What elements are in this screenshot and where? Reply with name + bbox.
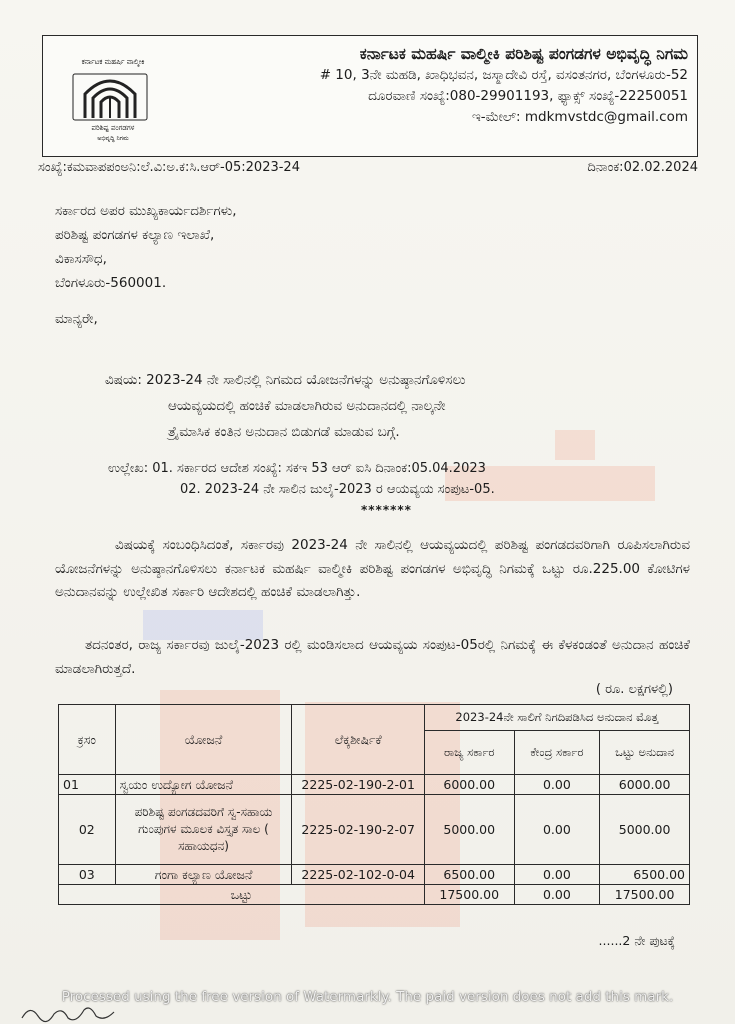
header-sl: ಕ್ರಸಂ <box>59 705 116 775</box>
header-total: ಒಟ್ಟು ಅನುದಾನ <box>600 731 690 775</box>
table-row <box>59 795 690 865</box>
separator: ******* <box>361 503 412 517</box>
subject-line: ವಿಷಯ: 2023-24 ನೇ ಸಾಲಿನಲ್ಲಿ ನಿಗಮದ ಯೋಜನೆಗಳನ್ನು ಅನುಷ್ಠಾನಗೊಳಿಸಲು <box>105 372 466 388</box>
recipient-line: ಬೆಂಗಳೂರು-560001. <box>55 275 167 291</box>
table-row <box>59 865 690 885</box>
cell-head: 2225-02-190-2-01 <box>292 775 424 795</box>
organization-name: ಕರ್ನಾಟಕ ಮಹರ್ಷಿ ವಾಲ್ಮೀಕಿ ಪರಿಶಿಷ್ಟ ಪಂಗಡಗಳ ಅಭಿವೃದ್ಧಿ ನಿಗಮ <box>359 45 688 63</box>
table-row <box>59 775 690 795</box>
cell-head: 2225-02-102-0-04 <box>292 865 424 885</box>
cell-sl: 03 <box>59 865 116 885</box>
total-grand: 17500.00 <box>600 885 690 905</box>
logo-text-top: ಕರ್ನಾಟಕ ಮಹರ್ಷಿ ವಾಲ್ಮೀಕಿ <box>81 58 145 66</box>
subject-block <box>105 367 690 445</box>
cell-state: 6500.00 <box>424 865 514 885</box>
cell-central: 0.00 <box>514 865 600 885</box>
body-paragraph: ತದನಂತರ, ರಾಜ್ಯ ಸರ್ಕಾರವು ಜುಲೈ-2023 ರಲ್ಲಿ ಮಂಡಿಸಲಾದ ಆಯವ್ಯಯ ಸಂಪುಟ-05ರಲ್ಲಿ ನಿಗಮಕ್ಕೆ ಈ ಕೆಳಕಂಡಂತೆ ಅನುದಾನ ಹಂಚಿಕೆ ಮಾಡಲಾಗಿರುತ್ತದೆ. <box>55 637 690 677</box>
total-central: 0.00 <box>514 885 600 905</box>
organization-logo <box>61 46 165 146</box>
recipient-line: ಪರಿಶಿಷ್ಟ ಪಂಗಡಗಳ ಕಲ್ಯಾಣ ಇಲಾಖೆ, <box>55 227 215 243</box>
logo-text-mid: ಪರಿಶಿಷ್ಟ ಪಂಗಡಗಳ <box>91 124 135 132</box>
total-state: 17500.00 <box>424 885 514 905</box>
table-header-row <box>59 705 690 731</box>
reference-number: ಸಂಖ್ಯೆ:ಕಮವಾಪಪಂಅನಿ:ಲೆ.ವಿ:ಅ.ಕ:ಸಿ.ಆರ್-05:2023-24 <box>38 160 300 175</box>
cell-scheme: ಪರಿಶಿಷ್ಟ ಪಂಗಡದವರಿಗೆ ಸ್ವ-ಸಹಾಯ ಗುಂಪುಗಳ ಮೂಲಕ ವಿಸ್ತೃತ ಸಾಲ ( ಸಹಾಯಧನ) <box>115 795 292 865</box>
header-allocation-group: 2023-24ನೇ ಸಾಲಿಗೆ ನಿಗದಿಪಡಿಸಿದ ಅನುದಾನ ಮೊತ್ತ <box>424 705 689 731</box>
references-block <box>108 458 698 500</box>
cell-total: 5000.00 <box>600 795 690 865</box>
cell-central: 0.00 <box>514 775 600 795</box>
cell-total: 6500.00 <box>600 865 690 885</box>
recipient-line: ವಿಕಾಸಸೌಧ, <box>55 251 107 267</box>
cell-head: 2225-02-190-2-07 <box>292 795 424 865</box>
logo-text-bottom: ಅಭಿವೃದ್ಧಿ ನಿಗಮ <box>97 135 129 142</box>
allocation-table <box>58 704 690 905</box>
recipient-line: ಸರ್ಕಾರದ ಅಪರ ಮುಖ್ಯಕಾರ್ಯದರ್ಶಿಗಳು, <box>55 203 237 219</box>
reference-line <box>38 160 698 175</box>
subject-line: ಆಯವ್ಯಯದಲ್ಲಿ ಹಂಚಿಕೆ ಮಾಡಲಾಗಿರುವ ಅನುದಾನದಲ್ಲಿ ನಾಲ್ಕನೇ <box>168 398 446 414</box>
organization-address: # 10, 3ನೇ ಮಹಡಿ, ಖಾಧಿಭವನ, ಜಸ್ಮಾದೇವಿ ರಸ್ತೆ, ವಸಂತನಗರ, ಬೆಂಗಳೂರು-52 <box>319 67 688 83</box>
cell-state: 6000.00 <box>424 775 514 795</box>
cell-state: 5000.00 <box>424 795 514 865</box>
subject-line: ತ್ರೈಮಾಸಿಕ ಕಂತಿನ ಅನುದಾನ ಬಿಡುಗಡೆ ಮಾಡುವ ಬಗ್ಗೆ. <box>168 424 400 440</box>
table-total-row <box>59 885 690 905</box>
cell-scheme: ಸ್ವಯಂ ಉದ್ಯೋಗ ಯೋಜನೆ <box>115 775 292 795</box>
salutation: ಮಾನ್ಯರೇ, <box>55 311 98 327</box>
organization-email: ಇ-ಮೇಲ್: mdkmvstdc@gmail.com <box>472 109 688 125</box>
cell-total: 6000.00 <box>600 775 690 795</box>
cell-sl: 02 <box>59 795 116 865</box>
cell-central: 0.00 <box>514 795 600 865</box>
letterhead <box>42 35 698 157</box>
organization-phone: ದೂರವಾಣಿ ಸಂಖ್ಯೆ:080-29901193, ಫ್ಯಾಕ್ಸ್ ಸಂಖ್ಯೆ-22250051 <box>368 88 688 104</box>
header-state: ರಾಜ್ಯ ಸರ್ಕಾರ <box>424 731 514 775</box>
reference-item: ಉಲ್ಲೇಖ: 01. ಸರ್ಕಾರದ ಆದೇಶ ಸಂಖ್ಯೆ: ಸಕಇ 53 ಆರ್ ಐಸಿ ದಿನಾಂಕ:05.04.2023 <box>108 461 486 476</box>
units-note: ( ರೂ. ಲಕ್ಷಗಳಲ್ಲಿ) <box>595 682 673 697</box>
cell-sl: 01 <box>59 775 116 795</box>
total-label: ಒಟ್ಟು <box>59 885 425 905</box>
header-account-head: ಲೆಕ್ಕಶೀರ್ಷಿಕೆ <box>292 705 424 775</box>
watermark-text: Processed using the free version of Watermarkly. The paid version does not add this mark. <box>61 989 674 1005</box>
letterhead-text <box>183 44 688 128</box>
body-paragraph: ವಿಷಯಕ್ಕೆ ಸಂಬಂಧಿಸಿದಂತೆ, ಸರ್ಕಾರವು 2023-24 ನೇ ಸಾಲಿನಲ್ಲಿ ಆಯವ್ಯಯದಲ್ಲಿ ಪರಿಶಿಷ್ಟ ಪಂಗಡದವರಿಗಾಗಿ ರೂಪಿಸಲಾಗಿರುವ ಯೋಜನೆಗಳನ್ನು ಅನುಷ್ಠಾನಗೊಳಿಸಲು ಕರ್ನಾಟಕ ಮಹರ್ಷಿ ವಾಲ್ಮೀಕಿ ಪರಿಶಿಷ್ಟ ಪಂಗಡಗಳ ಅಭಿವೃದ್ಧಿ ನಿಗಮಕ್ಕೆ ಒಟ್ಟು ರೂ.225.00 ಕೋಟಿಗಳ ಅನುದಾನವನ್ನು ಉಲ್ಲೇಖಿತ ಸರ್ಕಾರಿ ಆದೇಶದಲ್ಲಿ ಹಂಚಿಕೆ ಮಾಡಲಾಗಿತ್ತು. <box>55 537 690 600</box>
header-scheme: ಯೋಜನೆ <box>115 705 292 775</box>
header-central: ಕೇಂದ್ರ ಸರ್ಕಾರ <box>514 731 600 775</box>
continuation-note: ......2 ನೇ ಪುಟಕ್ಕೆ <box>598 933 675 948</box>
reference-item: 02. 2023-24 ನೇ ಸಾಲಿನ ಜುಲೈ-2023 ರ ಆಯವ್ಯಯ ಸಂಪುಟ-05. <box>180 482 495 497</box>
recipient-address <box>55 199 237 295</box>
letter-date: ದಿನಾಂಕ:02.02.2024 <box>587 160 698 175</box>
signature-scribble <box>18 1000 128 1024</box>
cell-scheme: ಗಂಗಾ ಕಲ್ಯಾಣ ಯೋಜನೆ <box>115 865 292 885</box>
